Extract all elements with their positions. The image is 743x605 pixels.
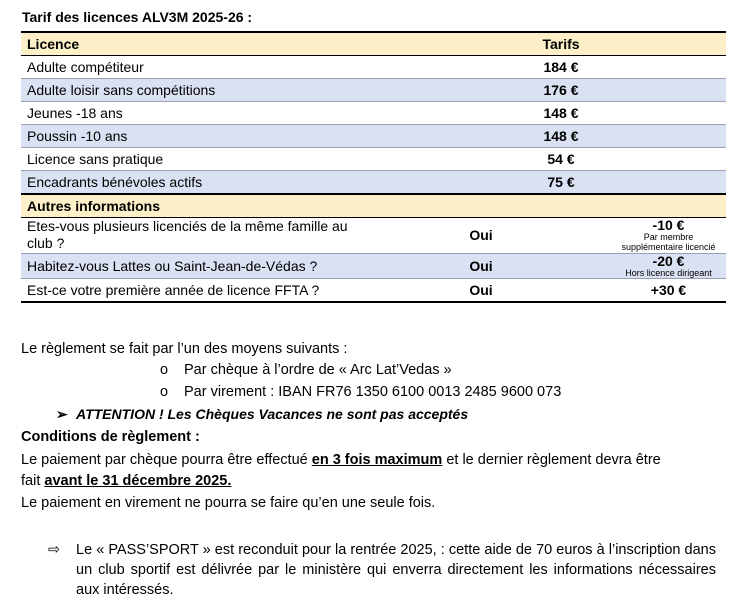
licence-price: 148 € (511, 102, 611, 125)
licence-price: 184 € (511, 56, 611, 79)
header-tarifs: Tarifs (511, 32, 611, 56)
discount-cell (611, 253, 726, 278)
licence-label: Adulte compétiteur (21, 56, 511, 79)
arrow-right-icon: ⇨ (48, 542, 61, 558)
tarif-table (21, 31, 726, 303)
table-row (21, 125, 726, 148)
licence-label: Poussin -10 ans (21, 125, 511, 148)
reglement-intro: Le règlement se fait par l’un des moyens suivants : (21, 341, 348, 357)
pass-sport-note (48, 540, 716, 600)
licence-label: Adulte loisir sans compétitions (21, 79, 511, 102)
header-autres: Autres informations (21, 194, 726, 218)
table-header-row (21, 32, 726, 56)
conditions-line-3: Le paiement en virement ne pourra se faire qu’en une seule fois. (21, 495, 436, 511)
bullet-icon: o (160, 384, 169, 400)
question-label: Est-ce votre première année de licence FFTA ? (21, 279, 451, 303)
licence-label: Jeunes -18 ans (21, 102, 511, 125)
licence-price: 75 € (511, 171, 611, 195)
surcharge-amount: +30 € (611, 279, 726, 303)
autres-header-row (21, 194, 726, 218)
attention-note: ➢ ATTENTION ! Les Chèques Vacances ne sont pas acceptés (56, 406, 469, 422)
table-row (21, 279, 726, 303)
conditions-line-1: Le paiement par chèque pourra être effectué en 3 fois maximum et le dernier règlement devra être (21, 452, 661, 468)
table-row (21, 148, 726, 171)
conditions-title: Conditions de règlement : (21, 429, 200, 445)
conditions-line-2: fait avant le 31 décembre 2025. (21, 473, 232, 489)
licence-price: 148 € (511, 125, 611, 148)
licence-label: Licence sans pratique (21, 148, 511, 171)
table-row (21, 102, 726, 125)
answer-oui: Oui (451, 218, 511, 254)
table-row (21, 218, 726, 254)
licence-price: 176 € (511, 79, 611, 102)
header-licence: Licence (21, 32, 511, 56)
answer-oui: Oui (451, 253, 511, 278)
discount-amount: -20 € (652, 252, 685, 269)
licence-label: Encadrants bénévoles actifs (21, 171, 511, 195)
table-row (21, 56, 726, 79)
discount-amount: -10 € (652, 217, 685, 233)
bullet-icon: o (160, 362, 169, 378)
payment-method: o Par virement : IBAN FR76 1350 6100 0013 2485 9600 073 (160, 384, 562, 400)
payment-method: o Par chèque à l’ordre de « Arc Lat’Vedas » (160, 362, 452, 378)
table-row (21, 171, 726, 195)
question-label: Habitez-vous Lattes ou Saint-Jean-de-Védas ? (21, 253, 451, 278)
pass-sport-text: Le « PASS’SPORT » est reconduit pour la rentrée 2025, : cette aide de 70 euros à l’inscription dans un club sportif est délivrée par le ministère qui enverra directement les informations nécessaires aux intéressés. (76, 542, 716, 598)
discount-note: Hors licence dirigeant (625, 267, 712, 278)
licence-price: 54 € (511, 148, 611, 171)
table-row (21, 79, 726, 102)
discount-cell (611, 218, 726, 254)
arrow-right-icon: ➢ (56, 406, 68, 422)
question-label: Etes-vous plusieurs licenciés de la même famille au club ? (21, 218, 451, 254)
page-title: Tarif des licences ALV3M 2025-26 : (22, 9, 253, 25)
answer-oui: Oui (451, 279, 511, 303)
table-row (21, 253, 726, 278)
discount-note: Par membre supplémentaire licencié (621, 232, 716, 253)
